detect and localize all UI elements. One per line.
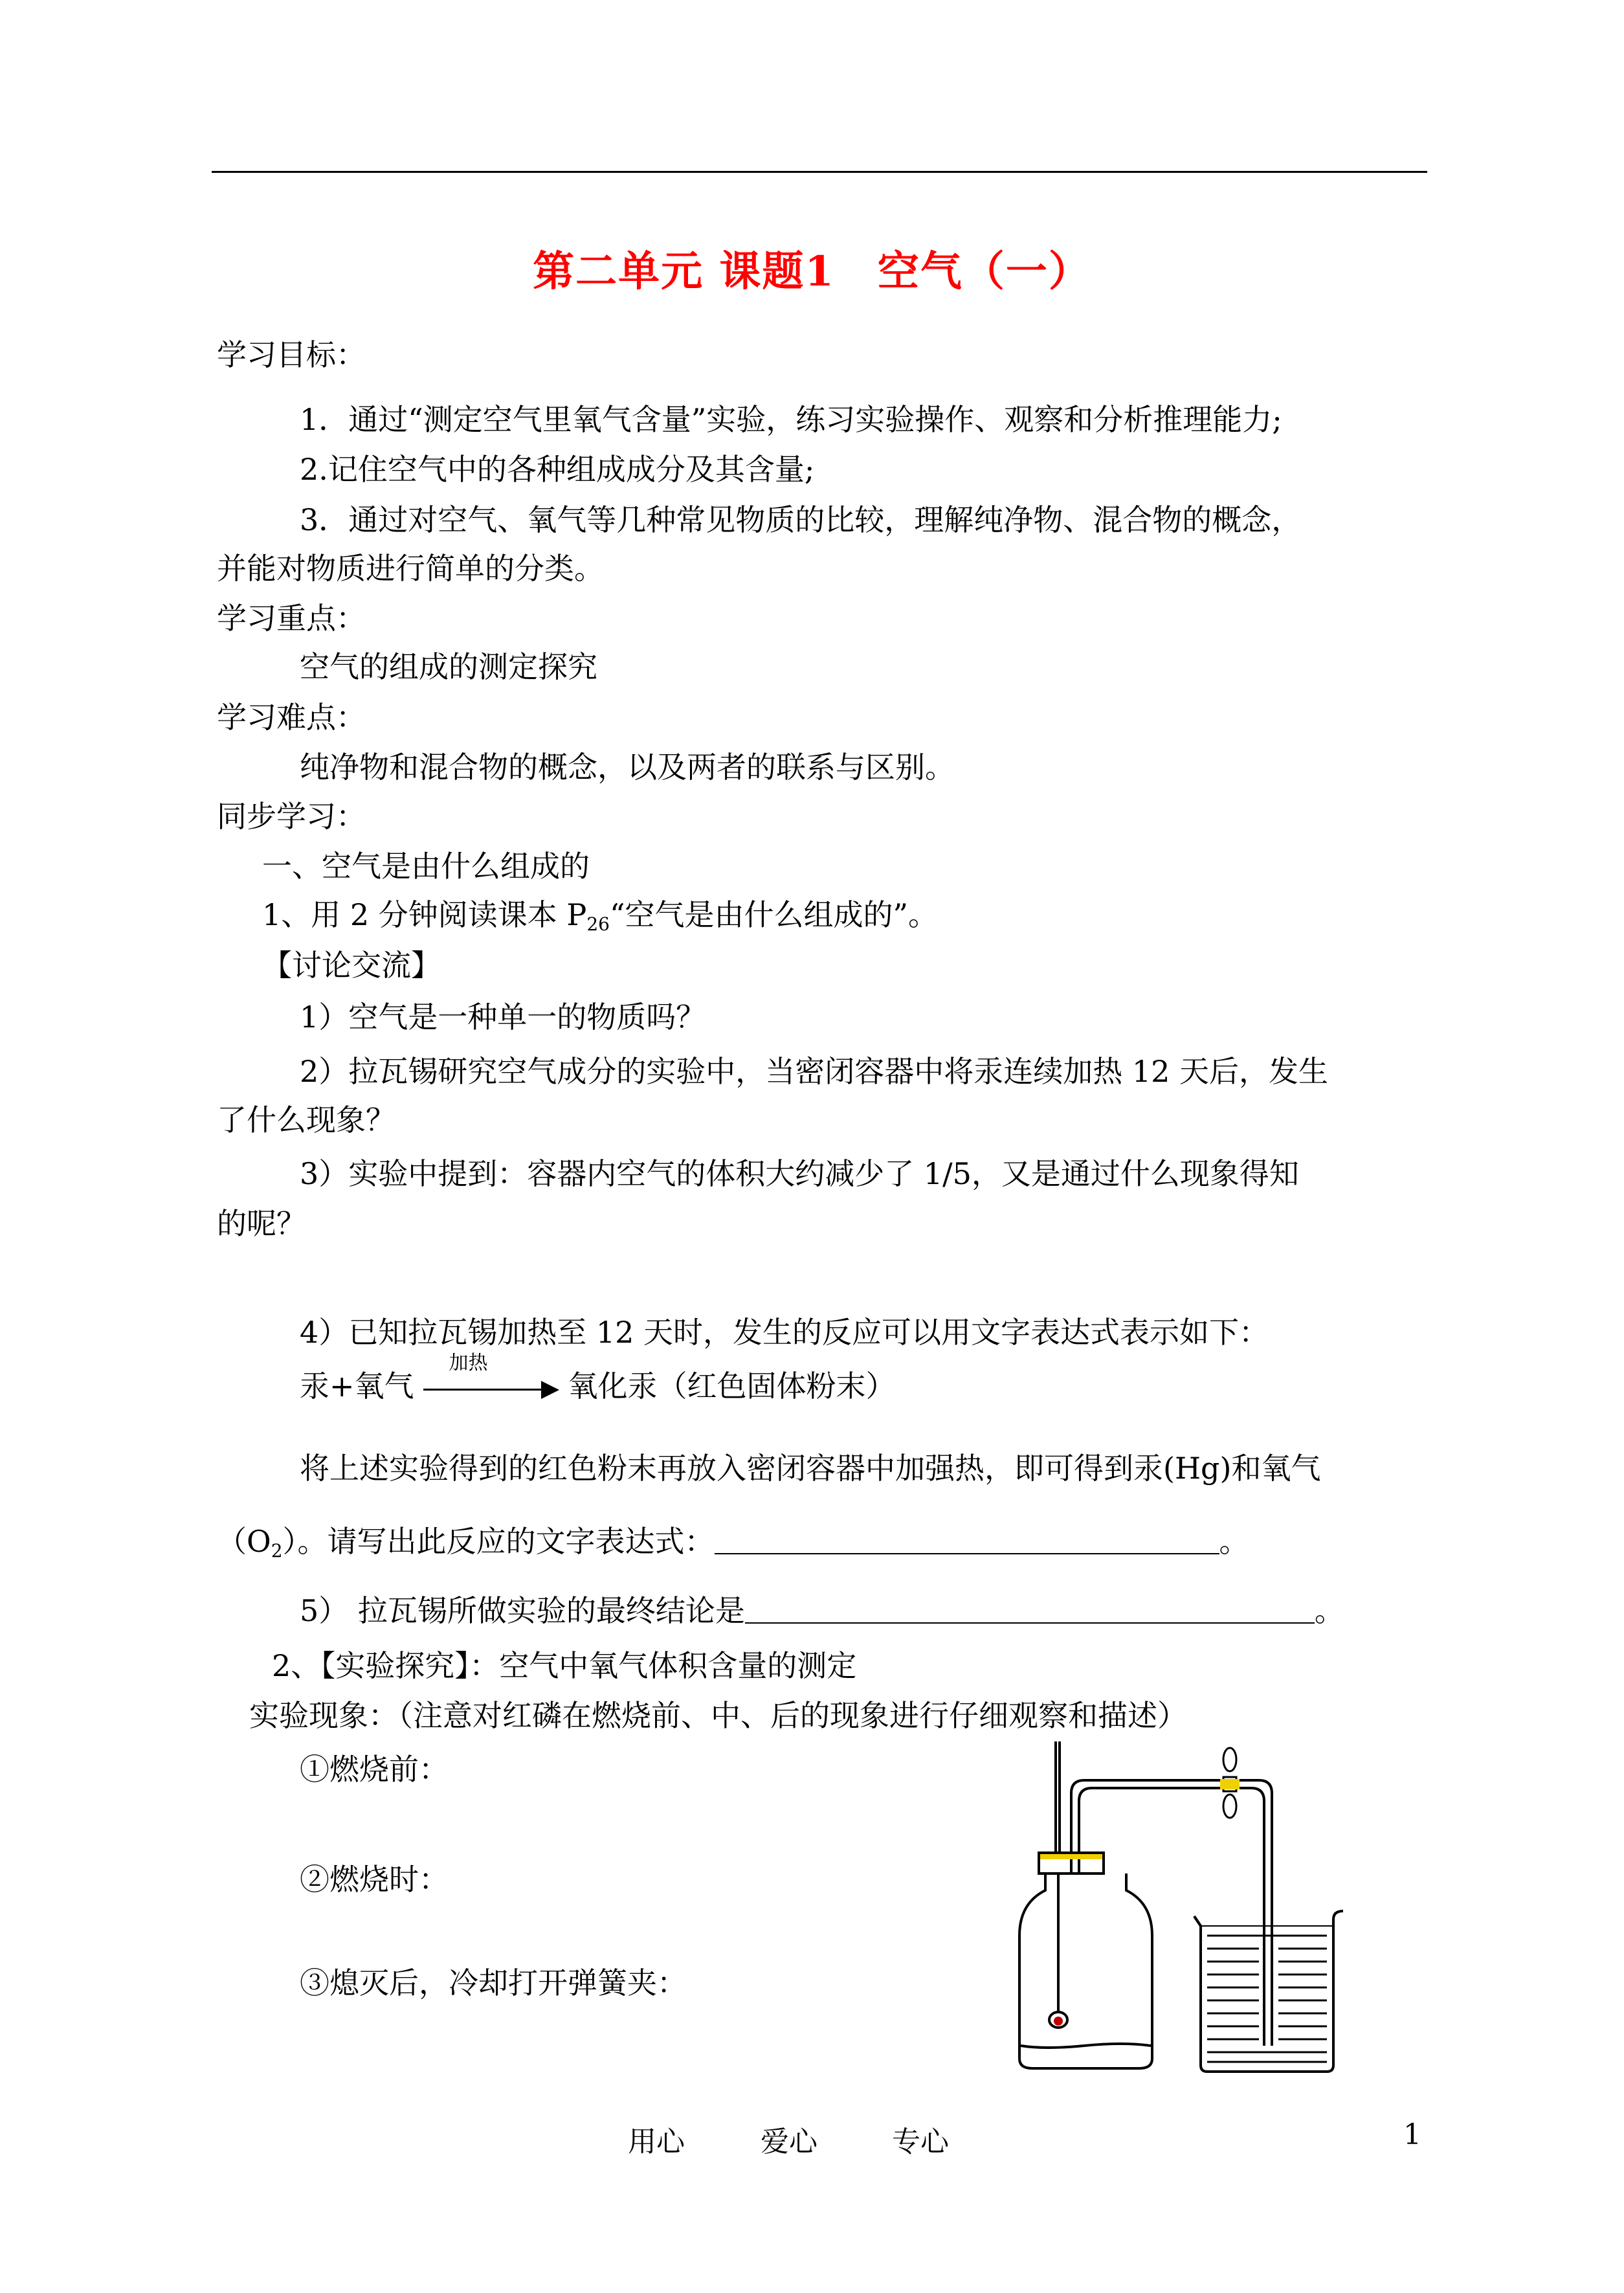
observation-heading: 实验现象：（注意对红磷在燃烧前、中、后的现象进行仔细观察和描述）	[249, 1698, 1187, 1733]
section2-title: 2、【实验探究】：空气中氧气体积含量的测定	[272, 1648, 857, 1683]
observation-after: ③熄灭后，冷却打开弹簧夹：	[300, 1965, 687, 2000]
beaker-water	[1207, 1936, 1327, 2062]
reaction-reactants: 汞+氧气	[300, 1369, 414, 1404]
clamp-mark	[1220, 1779, 1240, 1789]
answer-blank-conclusion[interactable]	[745, 1599, 1315, 1624]
key-points-heading: 学习重点：	[217, 601, 366, 636]
stopper-mark	[1040, 1854, 1102, 1859]
objective-1: 1．通过“测定空气里氧气含量”实验，练习实验操作、观察和分析推理能力;	[300, 402, 1282, 437]
objective-2: 2.记住空气中的各种组成成分及其含量;	[300, 452, 815, 487]
apparatus-lines	[1019, 1741, 1343, 2072]
difficulties-heading: 学习难点：	[217, 700, 366, 735]
question-2: 2）拉瓦锡研究空气成分的实验中，当密闭容器中将汞连续加热 12 天后，发生	[300, 1054, 1329, 1089]
reaction-equation	[300, 1352, 896, 1404]
reading-prefix: 1、用 2 分钟阅读课本 P	[262, 897, 587, 932]
followup-end: 。	[1219, 1524, 1249, 1559]
header-rule	[212, 171, 1427, 173]
followup-line-1: 将上述实验得到的红色粉末再放入密闭容器中加强热，即可得到汞(Hg)和氧气	[300, 1451, 1321, 1486]
objectives-heading: 学习目标：	[217, 337, 366, 372]
followup-prompt: ）。请写出此反应的文字表达式：	[282, 1524, 715, 1559]
reading-page-sub: 26	[586, 913, 610, 935]
question-3-continued: 的呢？	[217, 1206, 306, 1241]
question-3: 3）实验中提到：容器内空气的体积大约减少了 1/5，又是通过什么现象得知	[300, 1156, 1299, 1191]
objective-3: 3．通过对空气、氧气等几种常见物质的比较，理解纯净物、混合物的概念，	[300, 502, 1302, 537]
reaction-arrow	[423, 1352, 559, 1402]
arrow-shaft	[423, 1389, 544, 1391]
question-5-text: 5） 拉瓦锡所做实验的最终结论是	[300, 1593, 745, 1628]
sync-heading: 同步学习：	[217, 799, 366, 834]
footer-motto-2: 爱心	[761, 2125, 818, 2158]
question-5	[300, 1593, 1344, 1628]
followup-line-2	[217, 1524, 1249, 1561]
page-number: 1	[1403, 2118, 1421, 2151]
question-5-end: 。	[1314, 1593, 1344, 1628]
footer-motto-1: 用心	[628, 2125, 685, 2158]
reading-instruction	[262, 897, 939, 935]
reaction-condition: 加热	[449, 1352, 488, 1374]
red-phosphorus	[1054, 2017, 1063, 2026]
question-1: 1）空气是一种单一的物质吗？	[300, 1000, 706, 1035]
followup-o2-sub: 2	[271, 1540, 283, 1561]
reading-suffix: “空气是由什么组成的”。	[610, 897, 939, 932]
question-4: 4）已知拉瓦锡加热至 12 天时，发生的反应可以用文字表达式表示如下：	[300, 1315, 1269, 1350]
apparatus-diagram	[1007, 1741, 1447, 2078]
observation-before: ①燃烧前：	[300, 1752, 449, 1787]
followup-o2-prefix: （O	[217, 1524, 271, 1559]
section1-title: 一、空气是由什么组成的	[262, 849, 590, 884]
arrow-head-icon	[541, 1381, 559, 1399]
reaction-products: 氧化汞（红色固体粉末）	[568, 1369, 896, 1404]
key-points-text: 空气的组成的测定探究	[300, 649, 597, 684]
difficulties-text: 纯净物和混合物的概念，以及两者的联系与区别。	[300, 750, 955, 785]
observation-during: ②燃烧时：	[300, 1862, 449, 1897]
objective-3-continued: 并能对物质进行简单的分类。	[217, 551, 604, 586]
page-title: 第二单元 课题1 空气（一）	[533, 247, 1091, 296]
discussion-heading: 【讨论交流】	[262, 948, 441, 983]
footer-motto-3: 专心	[892, 2125, 949, 2158]
answer-blank-expression[interactable]	[715, 1530, 1219, 1554]
question-2-continued: 了什么现象？	[217, 1102, 395, 1137]
